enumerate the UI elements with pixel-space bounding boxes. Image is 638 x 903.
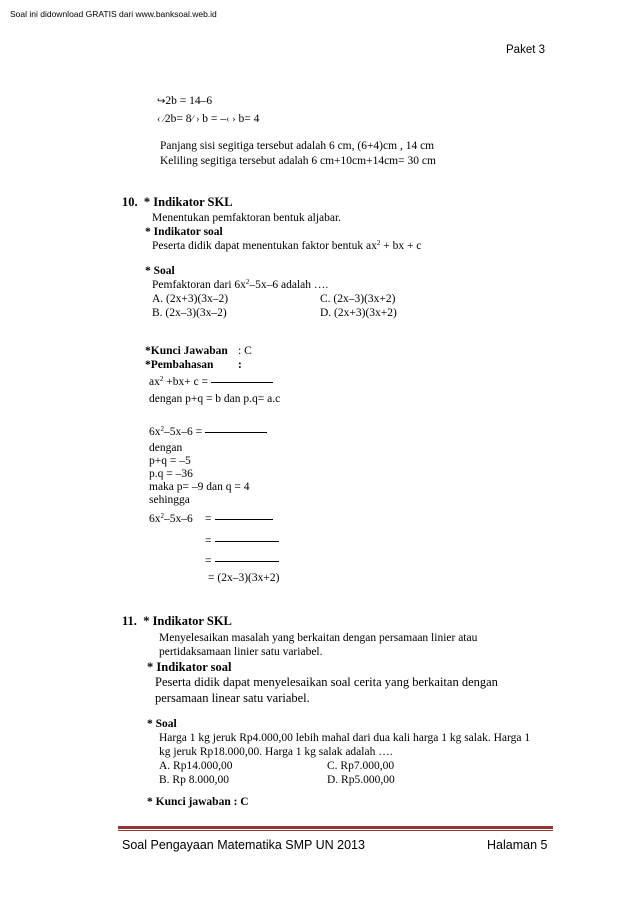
q10-line2: dengan p+q = b dan p.q= a.c xyxy=(149,393,281,405)
q10-line1: $ax^2 +bx+ c$ = xyxy=(149,376,273,388)
q10-option-a: A. (2x+3)(3x–2) xyxy=(152,293,229,305)
q11-skl-text-2: pertidaksamaan linier satu variabel. xyxy=(159,646,323,658)
fraction-bar xyxy=(215,519,273,520)
q10-soal-title: * Soal xyxy=(145,265,175,277)
footer-rule-thin xyxy=(118,830,553,831)
q10-step2: = xyxy=(205,535,279,547)
implies-arrow-icon: ‹ xyxy=(157,114,161,125)
prev-eq1: ↪2b = 14–6 xyxy=(157,95,213,107)
fraction-bar xyxy=(215,561,279,562)
chevron-left-icon: ‹ xyxy=(226,114,230,125)
q11-number: 11. xyxy=(122,614,137,628)
q10-soal-ind-title: * Indikator soal xyxy=(145,226,223,238)
q10-option-c: C. (2x–3)(3x+2) xyxy=(320,293,396,305)
q10-skl-text: Menentukan pemfaktoran bentuk aljabar. xyxy=(152,212,342,224)
q10-soal-text: Pemfaktoran dari $6x^2-5x-6$ adalah …. xyxy=(152,278,329,291)
q11-soal-ind-text-2: persamaan linear satu variabel. xyxy=(155,691,310,705)
q10-heading xyxy=(122,195,233,210)
q11-option-c: C. Rp7.000,00 xyxy=(327,760,395,772)
q10-line8: sehingga xyxy=(149,494,190,506)
q10-number: 10. xyxy=(122,195,138,209)
watermark-text: Soal ini didownload GRATIS dari www.banksoal.web.id xyxy=(10,9,217,19)
q10-final: = (2x–3)(3x+2) xyxy=(208,572,280,584)
fraction-bar xyxy=(211,382,273,383)
q10-line4: dengan xyxy=(149,442,183,454)
fraction-bar xyxy=(215,541,279,542)
footer-rule xyxy=(118,826,553,829)
prev-eq2: ‹ ∕2b= 8∕ › b = –‹ › b= 4 xyxy=(157,113,260,125)
q10-line5: p+q = –5 xyxy=(149,455,191,467)
q10-pembahasan-label: *Pembahasan xyxy=(145,359,214,371)
q11-soal-text-2: kg jeruk Rp18.000,00. Harga 1 kg salak adalah …. xyxy=(159,746,393,758)
q10-line6: p.q = –36 xyxy=(149,468,193,480)
q10-step1: = xyxy=(205,513,273,525)
slash-icon: ∕ xyxy=(191,114,194,125)
q11-heading xyxy=(122,614,232,629)
q10-line9: $6x^2-5x-6$ xyxy=(149,512,193,525)
header-paket: Paket 3 xyxy=(506,44,545,56)
footer-page-number: Halaman 5 xyxy=(487,838,548,852)
q11-soal-ind-title: * Indikator soal xyxy=(147,660,232,674)
q11-skl-title: * Indikator SKL xyxy=(143,614,232,628)
implies-arrow-icon: ↪ xyxy=(157,96,166,107)
q10-skl-title: * Indikator SKL xyxy=(143,195,233,209)
prev-side-text: Panjang sisi segitiga tersebut adalah 6 cm, (6+4)cm , 14 cm xyxy=(160,140,435,152)
footer-title: Soal Pengayaan Matematika SMP UN 2013 xyxy=(122,838,365,852)
slash-icon: ∕ xyxy=(163,114,165,125)
q11-soal-ind-text-1: Peserta didik dapat menyelesaikan soal cerita yang berkaitan dengan xyxy=(155,675,498,689)
q11-option-b: B. Rp 8.000,00 xyxy=(159,774,229,786)
q10-line3: $6x^2-5x-6$ = xyxy=(149,426,267,438)
q10-step3: = xyxy=(205,555,279,567)
prev-perimeter-text: Keliling segitiga tersebut adalah 6 cm+10cm+14cm= 30 cm xyxy=(160,155,436,167)
q10-kunci-value: : C xyxy=(238,345,252,357)
q11-soal-title: * Soal xyxy=(147,718,177,730)
q11-option-a: A. Rp14.000,00 xyxy=(159,760,233,772)
q10-option-d: D. (2x+3)(3x+2) xyxy=(320,307,397,319)
chevron-right-icon: › xyxy=(196,114,200,125)
q11-soal-text-1: Harga 1 kg jeruk Rp4.000,00 lebih mahal dari dua kali harga 1 kg salak. Harga 1 xyxy=(159,732,531,744)
q11-skl-text-1: Menyelesaikan masalah yang berkaitan dengan persamaan linier atau xyxy=(159,632,478,644)
q10-option-b: B. (2x–3)(3x–2) xyxy=(152,307,227,319)
q10-line7: maka p= –9 dan q = 4 xyxy=(149,481,250,493)
q11-option-d: D. Rp5.000,00 xyxy=(327,774,395,786)
q11-kunci: * Kunci jawaban : C xyxy=(147,796,249,808)
q10-pembahasan-colon: : xyxy=(238,359,242,371)
fraction-bar xyxy=(205,432,267,433)
q10-kunci-label: *Kunci Jawaban xyxy=(145,345,228,357)
q10-soal-ind-text: Peserta didik dapat menentukan faktor bentuk $ax^2$ + bx + c xyxy=(152,239,422,252)
chevron-right-icon: › xyxy=(232,114,236,125)
